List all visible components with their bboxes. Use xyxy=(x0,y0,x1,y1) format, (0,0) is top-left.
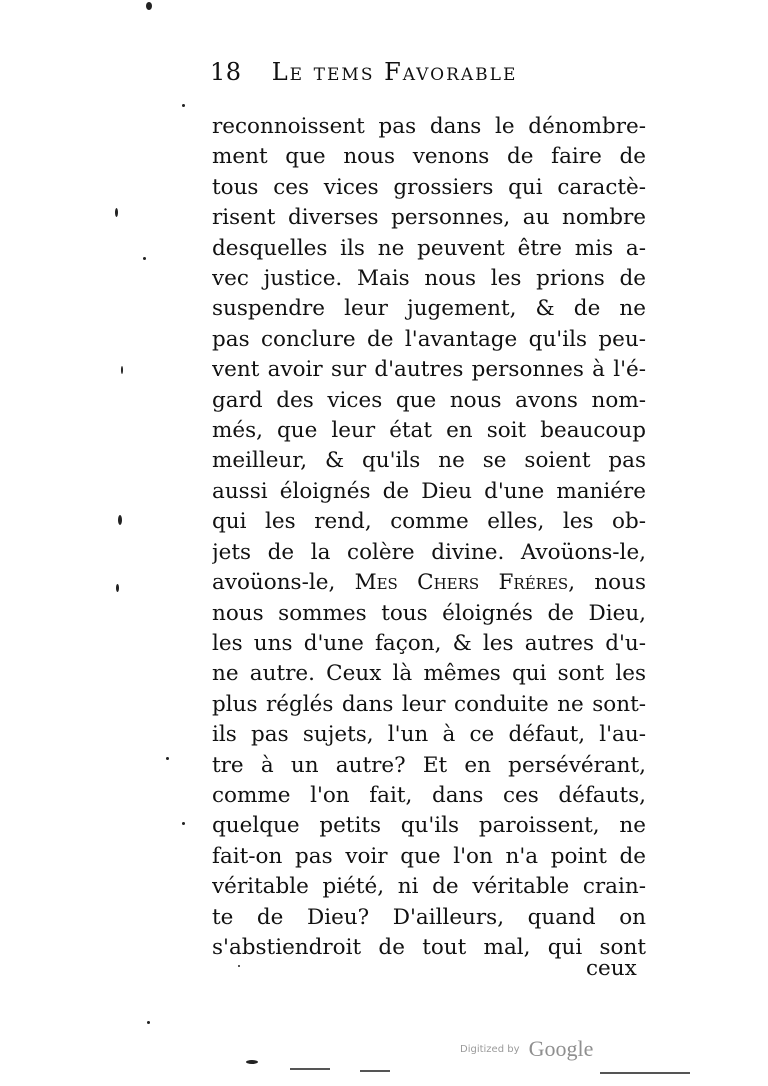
digitization-watermark xyxy=(460,1036,593,1062)
text-segment: avoüons-le, xyxy=(212,570,336,596)
text-line: tre à un autre? Et en persévérant, xyxy=(212,752,646,778)
ink-speck xyxy=(115,208,118,217)
text-line: plus réglés dans leur conduite ne sont- xyxy=(212,691,646,717)
ink-speck xyxy=(121,366,123,374)
text-line: aussi éloignés de Dieu d'une maniére xyxy=(212,478,646,504)
text-line xyxy=(212,568,646,598)
text-line: jets de la colère divine. Avoüons-le, xyxy=(212,539,646,565)
ink-speck xyxy=(166,757,169,760)
watermark-brand: Google xyxy=(528,1036,594,1061)
ink-speck xyxy=(146,2,152,10)
text-line: les uns d'une façon, & les autres d'u- xyxy=(212,630,646,656)
body-text xyxy=(212,112,646,963)
text-line: desquelles ils ne peuvent être mis a- xyxy=(212,235,646,261)
catchword: ceux xyxy=(586,956,637,981)
text-line: s'abstiendroit de tout mal, qui sont xyxy=(212,934,646,960)
text-line: tous ces vices grossiers qui caractè- xyxy=(212,174,646,200)
text-line: ment que nous venons de faire de xyxy=(212,144,646,170)
text-line: qui les rend, comme elles, les ob- xyxy=(212,509,646,535)
scan-artifact xyxy=(600,1072,690,1074)
text-line: meilleur, & qu'ils ne se soient pas xyxy=(212,448,646,474)
text-line: quelque petits qu'ils paroissent, ne xyxy=(212,813,646,839)
watermark-prefix: Digitized by xyxy=(460,1043,520,1055)
running-title: Le tems Favorable xyxy=(271,58,518,86)
page-header xyxy=(210,58,630,92)
ink-speck xyxy=(182,822,185,825)
text-line: comme l'on fait, dans ces défauts, xyxy=(212,782,646,808)
ink-speck xyxy=(238,965,240,967)
ink-speck xyxy=(118,515,122,525)
text-line: nous sommes tous éloignés de Dieu, xyxy=(212,600,646,626)
text-line: ils pas sujets, l'un à ce défaut, l'au- xyxy=(212,722,646,748)
text-line: pas conclure de l'avantage qu'ils peu- xyxy=(212,326,646,352)
text-segment: , nous xyxy=(568,570,646,596)
small-caps-address: Mes Chers Fréres xyxy=(354,570,569,596)
ink-speck xyxy=(147,1021,150,1024)
text-line: suspendre leur jugement, & de ne xyxy=(212,296,646,322)
text-line: vec justice. Mais nous les prions de xyxy=(212,266,646,292)
text-line: vent avoir sur d'autres personnes à l'é- xyxy=(212,357,646,383)
text-line: fait-on pas voir que l'on n'a point de xyxy=(212,843,646,869)
text-line: més, que leur état en soit beaucoup xyxy=(212,418,646,444)
ink-speck xyxy=(182,104,185,107)
text-line: risent diverses personnes, au nombre xyxy=(212,205,646,231)
ink-speck xyxy=(116,584,119,592)
text-line: ne autre. Ceux là mêmes qui sont les xyxy=(212,661,646,687)
ink-speck xyxy=(143,257,146,260)
text-line: gard des vices que nous avons nom- xyxy=(212,387,646,413)
text-line: reconnoissent pas dans le dénombre- xyxy=(212,114,646,139)
ink-speck xyxy=(246,1060,258,1064)
text-line: véritable piété, ni de véritable crain- xyxy=(212,874,646,900)
scan-artifact xyxy=(290,1068,330,1070)
scan-artifact xyxy=(360,1070,390,1072)
page-number: 18 xyxy=(210,58,242,86)
text-line: te de Dieu? D'ailleurs, quand on xyxy=(212,904,646,930)
